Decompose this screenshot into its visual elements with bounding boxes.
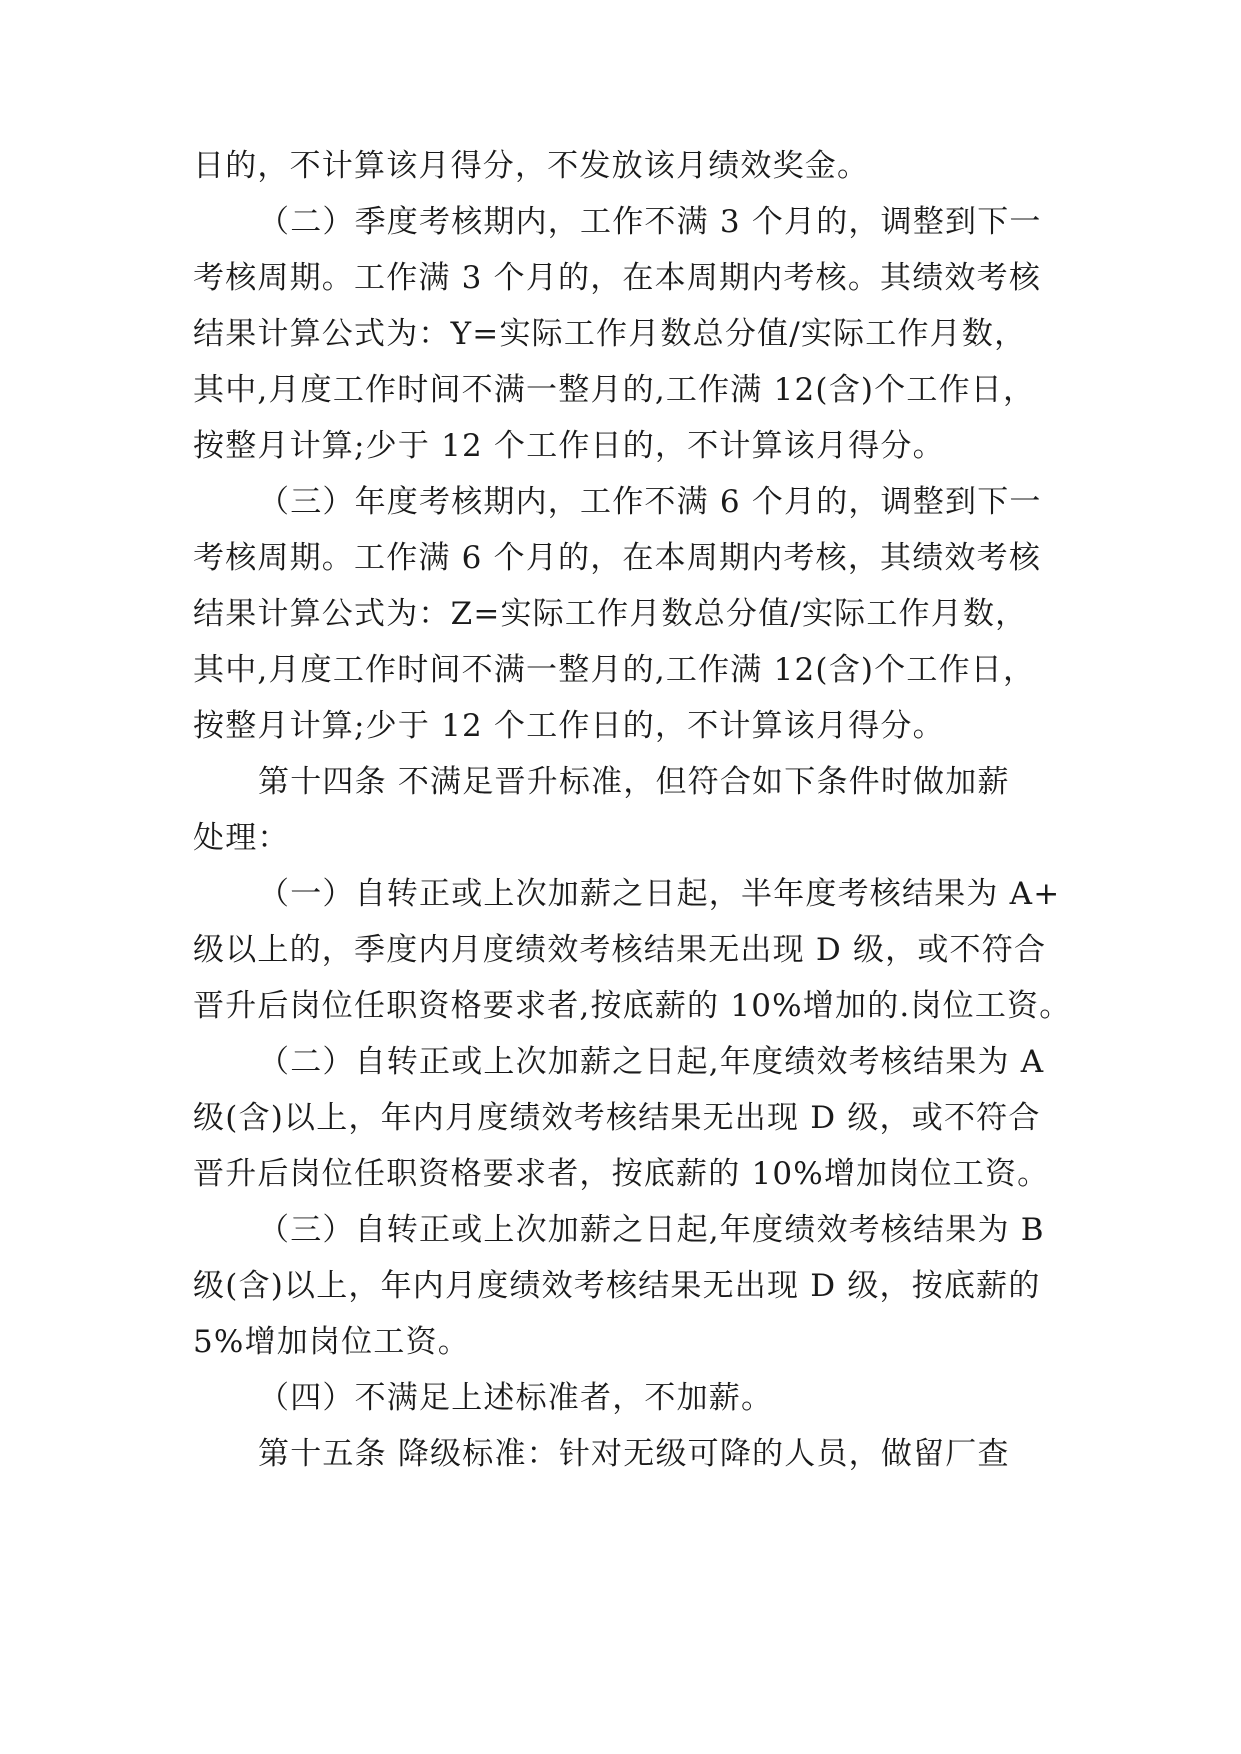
- text-line: （四）不满足上述标准者，不加薪。: [258, 1380, 774, 1416]
- text-line: 结果计算公式为：Y=实际工作月数总分值/实际工作月数，: [193, 316, 1027, 352]
- text-line: 级(含)以上，年内月度绩效考核结果无出现 D 级，或不符合: [193, 1100, 1041, 1136]
- text-line: （二）季度考核期内，工作不满 3 个月的，调整到下一: [258, 204, 1042, 240]
- text-line: 考核周期。工作满 6 个月的，在本周期内考核，其绩效考核: [193, 540, 1042, 576]
- text-line: 第十四条 不满足晋升标准，但符合如下条件时做加薪: [258, 764, 1010, 800]
- text-line: （三）自转正或上次加薪之日起,年度绩效考核结果为 B: [258, 1212, 1045, 1248]
- text-line: 处理：: [193, 820, 290, 856]
- text-line: （一）自转正或上次加薪之日起，半年度考核结果为 A+: [258, 876, 1061, 912]
- text-line: 按整月计算;少于 12 个工作日的，不计算该月得分。: [193, 708, 945, 744]
- text-line: （二）自转正或上次加薪之日起,年度绩效考核结果为 A: [258, 1044, 1045, 1080]
- text-line: 其中,月度工作时间不满一整月的,工作满 12(含)个工作日，: [193, 372, 1036, 408]
- text-line: 考核周期。工作满 3 个月的，在本周期内考核。其绩效考核: [193, 260, 1042, 296]
- text-line: 按整月计算;少于 12 个工作日的，不计算该月得分。: [193, 428, 945, 464]
- text-line: 级(含)以上，年内月度绩效考核结果无出现 D 级，按底薪的: [193, 1268, 1041, 1304]
- text-line: （三）年度考核期内，工作不满 6 个月的，调整到下一: [258, 484, 1042, 520]
- text-line: 第十五条 降级标准：针对无级可降的人员，做留厂查: [258, 1436, 1010, 1472]
- text-line: 日的，不计算该月得分，不发放该月绩效奖金。: [193, 148, 870, 184]
- text-line: 5%增加岗位工资。: [193, 1324, 470, 1360]
- text-line: 级以上的，季度内月度绩效考核结果无出现 D 级，或不符合: [193, 932, 1047, 968]
- text-line: 其中,月度工作时间不满一整月的,工作满 12(含)个工作日，: [193, 652, 1036, 688]
- text-line: 晋升后岗位任职资格要求者,按底薪的 10%增加的.岗位工资。: [193, 988, 1072, 1024]
- text-line: 晋升后岗位任职资格要求者，按底薪的 10%增加岗位工资。: [193, 1156, 1050, 1192]
- text-line: 结果计算公式为：Z=实际工作月数总分值/实际工作月数，: [193, 596, 1028, 632]
